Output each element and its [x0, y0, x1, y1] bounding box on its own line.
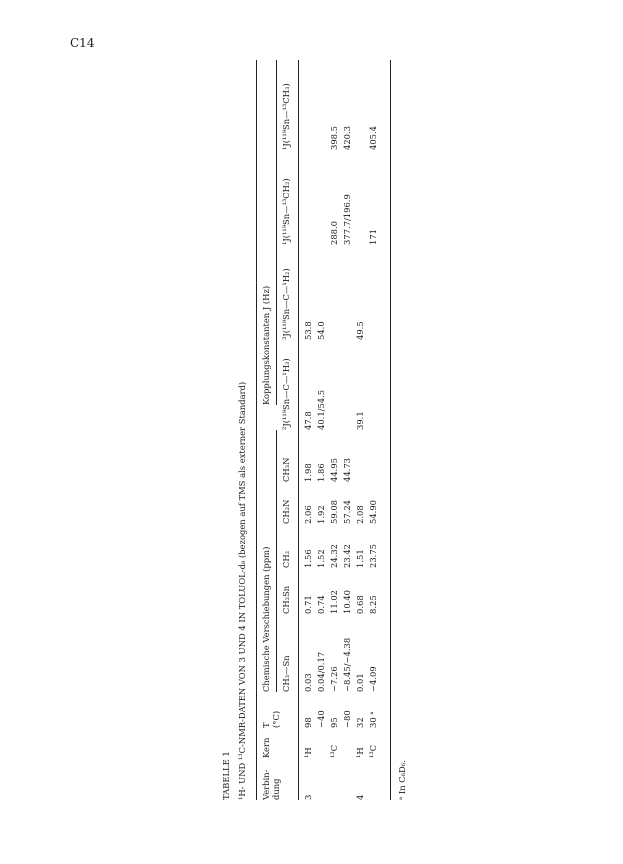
header-verbindung-2: dung: [271, 778, 281, 800]
table-cell: 57.24: [342, 500, 352, 524]
table-cell: 8.25: [368, 595, 378, 614]
table-cell: 1.98: [303, 463, 313, 482]
table-cell: 40.1/54.5: [316, 389, 326, 430]
table-cell: 44.95: [329, 458, 339, 482]
table-label: TABELLE 1: [221, 751, 231, 800]
table-cell: 2.08: [355, 505, 365, 524]
table-cell: 2.06: [303, 505, 313, 524]
table-cell: 53.8: [303, 321, 313, 340]
kopp-group-rule: [276, 60, 277, 405]
footnote: ᵃ In C₆D₆.: [397, 760, 407, 800]
table-cell: 0.74: [316, 595, 326, 614]
cell-temperature: −40: [316, 710, 326, 728]
table-cell: 398.5: [329, 126, 339, 150]
table-cell: 47.8: [303, 411, 313, 430]
table-cell: 0.68: [355, 595, 365, 614]
cell-kern: ¹H: [355, 747, 365, 758]
table-cell: 1.52: [316, 549, 326, 568]
table-cell: 1.51: [355, 549, 365, 568]
table-cell: 1.56: [303, 549, 313, 568]
table-cell: 59.08: [329, 500, 339, 524]
table-cell: 420.3: [342, 126, 352, 150]
cell-temperature: 98: [303, 717, 313, 728]
header-kern: Kern: [261, 737, 271, 758]
table-cell: 1.92: [316, 505, 326, 524]
header-chem-group: Chemische Verschiebungen (ppm): [261, 546, 271, 692]
cell-temperature: 30 ᵃ: [368, 711, 378, 728]
table-cell: 0.04/0.17: [316, 651, 326, 692]
cell-verbindung: 4: [355, 794, 365, 800]
page-number: C14: [70, 36, 95, 50]
table-cell: 24.32: [329, 544, 339, 568]
table-cell: 11.02: [329, 590, 339, 614]
chem-group-rule: [276, 430, 277, 692]
table-cell: 0.03: [303, 673, 313, 692]
table-cell: 44.73: [342, 458, 352, 482]
col-ch2n: CH₂N: [281, 499, 291, 524]
table-cell: −7.26: [329, 666, 339, 692]
header-t-unit: (°C): [271, 710, 281, 728]
cell-kern: ¹³C: [368, 744, 378, 758]
col-ch3sn: CH₃—Sn: [281, 655, 291, 692]
table-cell: 54.0: [316, 321, 326, 340]
table-cell: 288.0: [329, 221, 339, 245]
col-ch2sn: CH₂Sn: [281, 585, 291, 614]
table-cell: 0.71: [303, 595, 313, 614]
table-cell: −4.09: [368, 666, 378, 692]
col-3j: ³J(¹¹⁹Sn—C—¹H₂): [281, 268, 291, 340]
table-cell: 49.5: [355, 321, 365, 340]
header-t: T: [261, 722, 271, 728]
table-cell: 23.75: [368, 544, 378, 568]
table-title: ¹H- UND ¹³C-NMR-DATEN VON 3 UND 4 IN TOLUOL-d₈ (bezogen auf TMS als externer Standard): [237, 381, 247, 800]
header-rule: [298, 60, 299, 800]
col-2j: ²J(¹¹⁹Sn—C—¹H₃): [281, 358, 291, 430]
table-cell: 0.01: [355, 673, 365, 692]
header-kopp-group: Kopplungskonstanten J (Hz): [261, 285, 271, 405]
cell-temperature: 32: [355, 717, 365, 728]
top-rule: [256, 60, 257, 800]
bottom-rule: [390, 60, 391, 800]
cell-verbindung: 3: [303, 794, 313, 800]
cell-temperature: −80: [342, 710, 352, 728]
col-1j-ch3: ¹J(¹¹⁹Sn—¹³CH₃): [281, 83, 291, 150]
cell-temperature: 95: [329, 717, 339, 728]
cell-kern: ¹³C: [329, 744, 339, 758]
col-ch3n: CH₃N: [281, 457, 291, 482]
rotated-table: [220, 60, 420, 800]
table-cell: 377.7/196.9: [342, 194, 352, 245]
col-1j-ch2: ¹J(¹¹⁹Sn—¹³CH₂): [281, 178, 291, 245]
table-cell: −8.45/−4.38: [342, 637, 352, 692]
table-cell: 405.4: [368, 126, 378, 150]
table-cell: 23.42: [342, 544, 352, 568]
table-cell: 1.86: [316, 463, 326, 482]
table-cell: 54.90: [368, 500, 378, 524]
table-cell: 39.1: [355, 411, 365, 430]
table-cell: 10.40: [342, 590, 352, 614]
col-ch2: CH₂: [281, 550, 291, 568]
table-cell: 171: [368, 229, 378, 245]
header-verbindung: Verbin-: [261, 769, 271, 800]
cell-kern: ¹H: [303, 747, 313, 758]
